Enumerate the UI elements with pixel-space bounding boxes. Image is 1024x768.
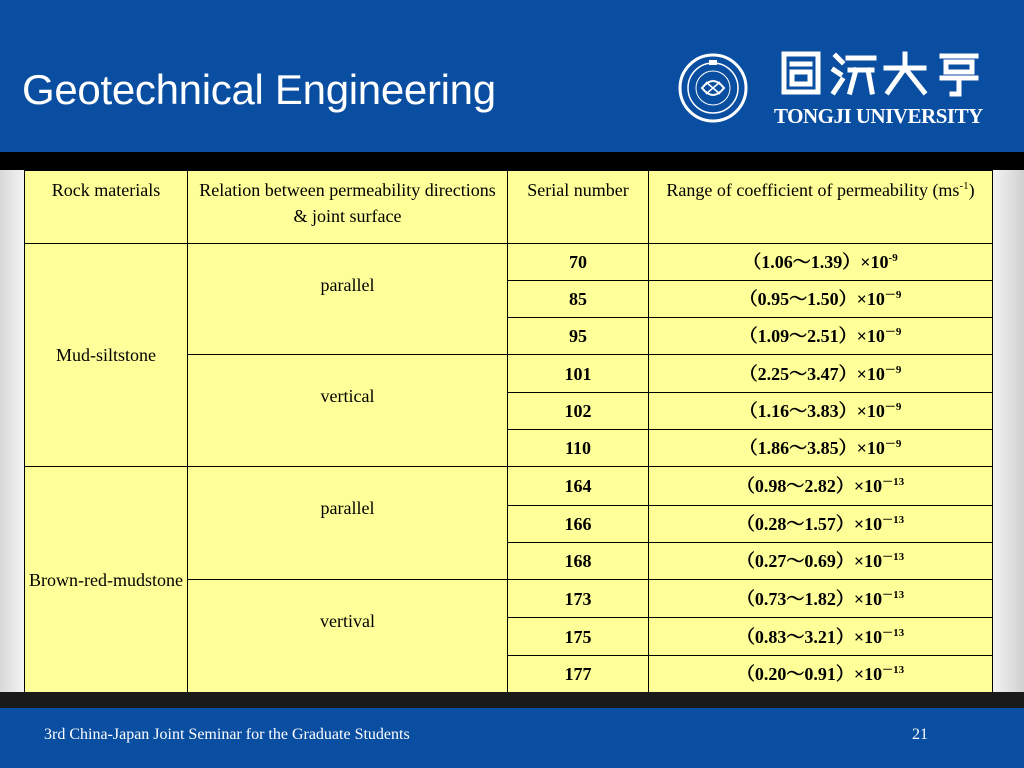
university-logo [668,46,1000,146]
serial-cell: 110 [508,429,649,466]
header-permeability-range: Range of coefficient of permeability $(ms^{-1})$ [649,171,993,244]
range-cell: $(0.98\sim 2.82)\times 10^{-13}$ [649,467,993,505]
range-cell: $(0.73\sim 1.82)\times 10^{-13}$ [649,580,993,618]
relation-cell: vertival [188,580,508,693]
range-cell: $(0.83\sim 3.21)\times 10^{-13}$ [649,618,993,655]
rock-cell: Brown-red-mudstone [25,467,188,693]
range-cell: $(1.86\sim 3.85)\times 10^{-9}$ [649,429,993,466]
range-cell: $(2.25\sim 3.47)\times 10^{-9}$ [649,355,993,392]
range-cell: $(0.20\sim 0.91)\times 10^{-13}$ [649,655,993,692]
footer-seminar-text: 3rd China-Japan Joint Seminar for the Graduate Students [44,726,410,743]
serial-cell: 177 [508,655,649,692]
serial-cell: 175 [508,618,649,655]
range-cell: $(0.95\sim 1.50)\times 10^{-9}$ [649,280,993,317]
serial-cell: 173 [508,580,649,618]
range-cell: $(1.06\sim 1.39)\times 10^{-9}$ [649,243,993,280]
slide-header [0,0,1024,152]
table-row [25,243,993,280]
header-rock-materials: Rock materials [25,171,188,244]
permeability-table [24,170,993,693]
range-cell: $(0.28\sim 1.57)\times 10^{-13}$ [649,505,993,542]
page-number: 21 [912,726,928,743]
serial-cell: 168 [508,542,649,579]
footer-divider [0,692,1024,708]
slide-footer [0,708,1024,768]
left-margin-shade [0,170,24,692]
relation-cell: vertical [188,355,508,467]
range-cell: $(1.09\sim 2.51)\times 10^{-9}$ [649,318,993,355]
header-relation: Relation between permeability directions & joint surface [188,171,508,244]
slide-title: Geotechnical Engineering [22,66,496,113]
header-serial-number: Serial number [508,171,649,244]
university-name-chinese-mark [776,48,986,98]
table-header-row [25,171,993,244]
university-name-english: TONGJI UNIVERSITY [774,104,983,128]
serial-cell: 95 [508,318,649,355]
serial-cell: 70 [508,243,649,280]
serial-cell: 102 [508,392,649,429]
right-margin-shade [992,170,1024,692]
rock-cell: Mud-siltstone [25,243,188,467]
serial-cell: 85 [508,280,649,317]
serial-cell: 101 [508,355,649,392]
header-divider [0,152,1024,170]
relation-cell: parallel [188,243,508,355]
university-seal-icon [678,48,748,128]
table-row [25,467,993,505]
range-cell: $(1.16\sim 3.83)\times 10^{-9}$ [649,392,993,429]
relation-cell: parallel [188,467,508,580]
serial-cell: 166 [508,505,649,542]
serial-cell: 164 [508,467,649,505]
range-cell: $(0.27\sim 0.69)\times 10^{-13}$ [649,542,993,579]
